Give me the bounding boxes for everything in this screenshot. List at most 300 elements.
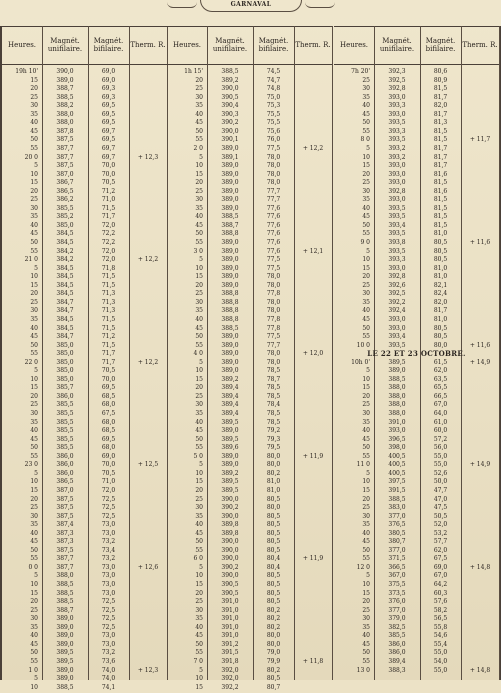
unifilaire-cell: 388,0 [388, 401, 406, 409]
unifilaire-cell: 384,5 [56, 239, 74, 246]
unifilaire-cell: 389,0 [56, 640, 74, 648]
heures-cell: 35 [30, 213, 38, 221]
bifilaire-cell: 74,0 [101, 666, 116, 674]
unifilaire-cell: 387,7 [56, 563, 74, 571]
bifilaire-cell: 70,0 [101, 162, 116, 170]
unifilaire-cell: 393,0 [388, 170, 406, 178]
heures-cell: 30 [362, 615, 370, 623]
unifilaire-cell: 386,0 [56, 392, 74, 400]
bifilaire-cell: 68,5 [101, 427, 116, 435]
unifilaire-cell: 390,0 [56, 68, 74, 75]
heures-cell: 55 [362, 127, 370, 135]
bifilaire-cell: 80,0 [266, 461, 281, 469]
therm-cell: + 11,8 [302, 657, 324, 665]
bifilaire-cell: 80,4 [266, 563, 281, 571]
heures-cell: 35 [195, 512, 203, 520]
unifilaire-cell: 389,5 [56, 649, 74, 657]
heures-cell: 25 [30, 196, 38, 204]
column-rule [499, 26, 500, 680]
unifilaire-cell: 388,7 [221, 221, 239, 229]
heures-cell: 15 [362, 384, 370, 392]
unifilaire-cell: 389,5 [221, 435, 239, 443]
heures-cell: 50 [362, 546, 370, 554]
heures-cell: 35 [362, 521, 370, 529]
unifilaire-cell: 389,0 [221, 196, 239, 204]
unifilaire-cell: 397,5 [388, 478, 406, 486]
column-header-bifilaire: Magnét. bifilaire. [258, 36, 289, 53]
bifilaire-cell: 68,0 [101, 418, 116, 426]
bifilaire-cell: 80,5 [433, 247, 448, 255]
bifilaire-cell: 72,0 [101, 221, 116, 229]
unifilaire-cell: 388,8 [221, 315, 239, 323]
heures-cell: 35 [362, 623, 370, 631]
unifilaire-cell: 393,0 [388, 162, 406, 170]
bifilaire-cell: 71,3 [101, 307, 116, 315]
unifilaire-cell: 377,0 [388, 512, 406, 520]
bifilaire-cell: 80,5 [266, 512, 281, 520]
heures-cell: 2 0 [193, 144, 203, 152]
bifilaire-cell: 78,5 [266, 392, 281, 400]
bifilaire-cell: 75,3 [266, 102, 281, 110]
bifilaire-cell: 77,6 [266, 247, 281, 255]
column-rule [332, 26, 333, 680]
heures-cell: 55 [30, 657, 38, 665]
unifilaire-cell: 389,0 [221, 427, 239, 435]
bifilaire-cell: 69,0 [101, 68, 116, 75]
bifilaire-cell: 73,0 [101, 632, 116, 640]
bifilaire-cell: 79,9 [266, 657, 281, 665]
bifilaire-cell: 82,0 [433, 102, 448, 110]
bifilaire-cell: 80,2 [266, 615, 281, 623]
heures-cell: 30 [30, 512, 38, 520]
heures-cell: 20 [362, 170, 370, 178]
unifilaire-cell: 388,8 [221, 290, 239, 298]
heures-cell: 45 [195, 427, 203, 435]
bifilaire-cell: 77,7 [266, 187, 281, 195]
bifilaire-cell: 69,5 [101, 384, 116, 392]
unifilaire-cell: 386,0 [56, 469, 74, 477]
unifilaire-cell: 388,5 [56, 581, 74, 588]
heures-cell: 30 [195, 606, 203, 614]
unifilaire-cell: 389,0 [221, 144, 239, 152]
therm-cell: + 14,9 [469, 461, 491, 469]
heures-cell: 15 [30, 179, 38, 187]
heures-cell: 55 [30, 452, 38, 460]
heures-cell: 35 [30, 110, 38, 118]
heures-cell: 5 0 [193, 452, 203, 460]
unifilaire-cell: 389,0 [221, 170, 239, 178]
bifilaire-cell: 80,6 [433, 68, 448, 75]
unifilaire-cell: 388,0 [388, 392, 406, 400]
bifilaire-cell: 73,0 [101, 572, 116, 580]
bifilaire-cell: 73,2 [101, 555, 116, 563]
bifilaire-cell: 69,3 [101, 93, 116, 101]
heures-cell: 55 [362, 230, 370, 238]
heures-cell: 6 0 [193, 555, 203, 563]
bifilaire-cell: 78,0 [266, 358, 281, 366]
unifilaire-cell: 388,5 [56, 683, 74, 691]
heures-cell: 11 0 [356, 461, 370, 469]
unifilaire-cell: 390,0 [221, 546, 239, 554]
bifilaire-cell: 81,5 [433, 136, 448, 144]
therm-cell: + 12,2 [137, 358, 159, 366]
unifilaire-cell: 387,5 [56, 136, 74, 144]
therm-cell: + 12,6 [137, 563, 159, 571]
bifilaire-cell: 50,5 [433, 512, 448, 520]
therm-cell: + 12,0 [302, 350, 324, 358]
unifilaire-cell: 393,4 [388, 221, 406, 229]
bifilaire-cell: 81,7 [433, 110, 448, 118]
heures-cell: 20 [30, 392, 38, 400]
bifilaire-cell: 73,2 [101, 538, 116, 546]
unifilaire-cell: 385,5 [388, 632, 406, 640]
bifilaire-cell: 80,5 [266, 529, 281, 537]
bifilaire-cell: 81,5 [433, 127, 448, 135]
unifilaire-cell: 389,2 [221, 469, 239, 477]
bifilaire-cell: 75,6 [266, 127, 281, 135]
heures-cell: 50 [30, 546, 38, 554]
heures-cell: 1h 15' [184, 68, 203, 75]
unifilaire-cell: 389,0 [56, 615, 74, 623]
bifilaire-cell: 81,0 [433, 264, 448, 272]
bifilaire-cell: 69,5 [101, 119, 116, 127]
unifilaire-cell: 389,4 [221, 384, 239, 392]
heures-cell: 15 [195, 683, 203, 691]
bifilaire-cell: 78,4 [266, 401, 281, 409]
heures-cell: 50 [195, 538, 203, 546]
bifilaire-cell: 71,5 [101, 315, 116, 323]
unifilaire-cell: 393,5 [388, 230, 406, 238]
heures-cell: 5 [366, 572, 370, 580]
unifilaire-cell: 385,0 [56, 221, 74, 229]
heures-cell: 25 [362, 606, 370, 614]
heures-cell: 15 [30, 384, 38, 392]
unifilaire-cell: 384,7 [56, 307, 74, 315]
heures-cell: 15 [195, 375, 203, 383]
column-header-bifilaire: Magnét. bifilaire. [425, 36, 456, 53]
heures-cell: 30 [362, 410, 370, 417]
unifilaire-cell: 392,8 [388, 85, 406, 93]
unifilaire-cell: 389,4 [221, 392, 239, 400]
unifilaire-cell: 388,0 [56, 572, 74, 580]
table-block-3 [334, 26, 499, 680]
unifilaire-cell: 387,5 [56, 546, 74, 554]
heures-cell: 10 [30, 581, 38, 588]
heures-cell: 20 [195, 589, 203, 597]
unifilaire-cell: 389,0 [56, 76, 74, 84]
heures-cell: 10 [362, 256, 370, 264]
heures-cell: 50 [30, 239, 38, 246]
unifilaire-cell: 388,5 [56, 598, 74, 606]
bifilaire-cell: 56,0 [433, 444, 448, 452]
unifilaire-cell: 387,0 [56, 170, 74, 178]
unifilaire-cell: 389,0 [56, 632, 74, 640]
unifilaire-cell: 390,1 [221, 136, 239, 144]
bifilaire-cell: 78,0 [266, 170, 281, 178]
heures-cell: 20 [362, 273, 370, 281]
therm-cell: + 14,8 [469, 563, 491, 571]
heures-cell: 5 [34, 675, 38, 683]
unifilaire-cell: 390,2 [221, 563, 239, 571]
unifilaire-cell: 391,0 [221, 598, 239, 606]
unifilaire-cell: 392,0 [221, 675, 239, 683]
bifilaire-cell: 69,0 [101, 76, 116, 84]
bifilaire-cell: 81,0 [433, 273, 448, 281]
heures-cell: 45 [195, 119, 203, 127]
unifilaire-cell: 385,5 [56, 204, 74, 212]
therm-cell: + 12,2 [137, 256, 159, 264]
unifilaire-cell: 393,8 [388, 239, 406, 246]
heures-cell: 40 [362, 632, 370, 640]
heures-cell: 20 [195, 384, 203, 392]
bifilaire-cell: 81,7 [433, 144, 448, 152]
heures-cell: 30 [362, 290, 370, 298]
unifilaire-cell: 392,2 [221, 683, 239, 691]
bifilaire-cell: 71,0 [101, 196, 116, 204]
bifilaire-cell: 71,7 [101, 358, 116, 366]
heures-cell: 45 [30, 538, 38, 546]
bifilaire-cell: 81,7 [433, 162, 448, 170]
bifilaire-cell: 70,5 [101, 469, 116, 477]
bifilaire-cell: 80,5 [266, 581, 281, 588]
unifilaire-cell: 389,0 [221, 358, 239, 366]
heures-cell: 35 [195, 410, 203, 417]
unifilaire-cell: 392,2 [388, 298, 406, 306]
unifilaire-cell: 388,5 [221, 68, 239, 75]
heures-cell: 40 [30, 632, 38, 640]
unifilaire-cell: 385,5 [56, 444, 74, 452]
unifilaire-cell: 388,7 [56, 85, 74, 93]
bifilaire-cell: 73,0 [101, 521, 116, 529]
bifilaire-cell: 71,5 [101, 324, 116, 332]
unifilaire-cell: 393,3 [388, 102, 406, 110]
heures-cell: 5 [34, 469, 38, 477]
unifilaire-cell: 384,7 [56, 298, 74, 306]
table-row [2, 682, 167, 693]
heures-cell: 10 [30, 375, 38, 383]
heures-cell: 5 [199, 461, 203, 469]
bifilaire-cell: 47,5 [433, 504, 448, 512]
unifilaire-cell: 393,0 [388, 427, 406, 435]
unifilaire-cell: 393,5 [388, 341, 406, 349]
bifilaire-cell: 81,6 [433, 170, 448, 178]
bifilaire-cell: 72,0 [101, 486, 116, 494]
unifilaire-cell: 388,5 [388, 375, 406, 383]
unifilaire-cell: 387,8 [56, 127, 74, 135]
bifilaire-cell: 81,5 [433, 204, 448, 212]
heures-cell: 40 [362, 427, 370, 435]
unifilaire-cell: 387,3 [56, 529, 74, 537]
bifilaire-cell: 80,4 [266, 555, 281, 563]
bifilaire-cell: 77,5 [266, 256, 281, 264]
unifilaire-cell: 389,4 [221, 410, 239, 417]
bifilaire-cell: 80,5 [433, 324, 448, 332]
bifilaire-cell: 78,5 [266, 367, 281, 375]
heures-cell: 55 [195, 444, 203, 452]
heures-cell: 5 [34, 367, 38, 375]
heures-cell: 30 [30, 307, 38, 315]
heures-cell: 25 [195, 598, 203, 606]
unifilaire-cell: 390,2 [221, 119, 239, 127]
heures-cell: 25 [195, 187, 203, 195]
heures-cell: 22 0 [24, 358, 38, 366]
column-header-heures: Heures. [172, 40, 202, 49]
bifilaire-cell: 80,0 [266, 452, 281, 460]
bifilaire-cell: 78,0 [266, 307, 281, 315]
unifilaire-cell: 389,0 [221, 333, 239, 341]
bifilaire-cell: 82,0 [433, 298, 448, 306]
bifilaire-cell: 80,5 [433, 333, 448, 341]
unifilaire-cell: 387,5 [56, 504, 74, 512]
bifilaire-cell: 71,2 [101, 187, 116, 195]
bifilaire-cell: 71,5 [101, 204, 116, 212]
heures-cell: 30 [195, 298, 203, 306]
heures-cell: 15 [195, 170, 203, 178]
bifilaire-cell: 81,5 [433, 196, 448, 204]
unifilaire-cell: 384,2 [56, 247, 74, 255]
unifilaire-cell: 390,4 [221, 102, 239, 110]
bifilaire-cell: 80,5 [266, 546, 281, 554]
therm-cell: + 14,8 [469, 666, 491, 674]
bifilaire-cell: 80,2 [266, 606, 281, 614]
heures-cell: 50 [362, 119, 370, 127]
heures-cell: 25 [30, 504, 38, 512]
bifilaire-cell: 80,5 [266, 675, 281, 683]
unifilaire-cell: 391,0 [221, 615, 239, 623]
unifilaire-cell: 386,7 [56, 179, 74, 187]
unifilaire-cell: 390,2 [221, 504, 239, 512]
heures-cell: 5 [366, 247, 370, 255]
unifilaire-cell: 389,4 [221, 401, 239, 409]
unifilaire-cell: 389,0 [221, 367, 239, 375]
unifilaire-cell: 373,5 [388, 589, 406, 597]
bifilaire-cell: 55,8 [433, 623, 448, 631]
heures-cell: 40 [362, 307, 370, 315]
bifilaire-cell: 71,3 [101, 290, 116, 298]
unifilaire-cell: 393,0 [388, 324, 406, 332]
bifilaire-cell: 69,7 [101, 153, 116, 161]
unifilaire-cell: 387,7 [56, 153, 74, 161]
heures-cell: 40 [195, 418, 203, 426]
heures-cell: 55 [362, 452, 370, 460]
heures-cell: 55 [195, 649, 203, 657]
unifilaire-cell: 384,5 [56, 273, 74, 281]
heures-cell: 55 [195, 239, 203, 246]
heures-cell: 15 [195, 273, 203, 281]
heures-cell: 35 [30, 315, 38, 323]
heures-cell: 23 0 [24, 461, 38, 469]
heures-cell: 40 [30, 119, 38, 127]
bifilaire-cell: 72,2 [101, 230, 116, 238]
unifilaire-cell: 384,5 [56, 230, 74, 238]
unifilaire-cell: 384,7 [56, 333, 74, 341]
bifilaire-cell: 70,0 [101, 375, 116, 383]
bifilaire-cell: 75,5 [266, 110, 281, 118]
therm-cell: + 12,3 [137, 153, 159, 161]
bifilaire-cell: 67,0 [433, 572, 448, 580]
bifilaire-cell: 69,5 [101, 435, 116, 443]
bifilaire-cell: 73,6 [101, 657, 116, 665]
bifilaire-cell: 78,5 [266, 410, 281, 417]
unifilaire-cell: 388,0 [388, 384, 406, 392]
bifilaire-cell: 72,0 [101, 247, 116, 255]
unifilaire-cell: 392,8 [388, 187, 406, 195]
bifilaire-cell: 78,0 [266, 350, 281, 358]
heures-cell: 25 [30, 93, 38, 101]
heures-cell: 10 [195, 162, 203, 170]
bifilaire-cell: 78,0 [266, 153, 281, 161]
bifilaire-cell: 72,5 [101, 495, 116, 503]
heures-cell: 50 [362, 221, 370, 229]
unifilaire-cell: 385,5 [56, 435, 74, 443]
heures-cell: 10 [30, 683, 38, 691]
heures-cell: 30 [362, 512, 370, 520]
heures-cell: 35 [195, 204, 203, 212]
heures-cell: 35 [30, 521, 38, 529]
heures-cell: 45 [30, 435, 38, 443]
bifilaire-cell: 73,0 [101, 563, 116, 571]
heures-cell: 7h 20' [351, 68, 370, 75]
heures-cell: 10 [30, 478, 38, 486]
bifilaire-cell: 80,5 [433, 239, 448, 246]
heures-cell: 55 [362, 657, 370, 665]
bifilaire-cell: 72,2 [101, 239, 116, 246]
bifilaire-cell: 73,0 [101, 581, 116, 588]
unifilaire-cell: 389,0 [221, 162, 239, 170]
unifilaire-cell: 400,5 [388, 469, 406, 477]
unifilaire-cell: 398,0 [388, 444, 406, 452]
heures-cell: 50 [362, 324, 370, 332]
heures-cell: 20 [195, 179, 203, 187]
unifilaire-cell: 387,5 [56, 512, 74, 520]
unifilaire-cell: 387,0 [56, 486, 74, 494]
bifilaire-cell: 70,0 [101, 170, 116, 178]
bifilaire-cell: 77,5 [266, 333, 281, 341]
bifilaire-cell: 77,6 [266, 204, 281, 212]
unifilaire-cell: 393,5 [388, 204, 406, 212]
heures-cell: 35 [195, 102, 203, 110]
heures-cell: 20 [362, 392, 370, 400]
heures-cell: 45 [195, 529, 203, 537]
heures-cell: 15 [30, 589, 38, 597]
bifilaire-cell: 77,8 [266, 324, 281, 332]
bifilaire-cell: 63,5 [433, 375, 448, 383]
column-header-unifilaire: Magnét. unifilaire. [379, 36, 415, 53]
unifilaire-cell: 380,5 [388, 529, 406, 537]
heures-cell: 5 [199, 563, 203, 571]
unifilaire-cell: 387,7 [56, 144, 74, 152]
heures-cell: 45 [30, 640, 38, 648]
bifilaire-cell: 55,4 [433, 640, 448, 648]
bifilaire-cell: 67,5 [101, 410, 116, 417]
heures-cell: 40 [30, 324, 38, 332]
heures-cell: 10 [30, 170, 38, 178]
heures-cell: 10 [195, 572, 203, 580]
heures-cell: 35 [362, 298, 370, 306]
unifilaire-cell: 392,5 [388, 76, 406, 84]
bifilaire-cell: 80,5 [266, 521, 281, 529]
unifilaire-cell: 385,0 [56, 367, 74, 375]
unifilaire-cell: 388,5 [221, 213, 239, 221]
therm-cell: + 11,6 [469, 239, 491, 246]
heures-cell: 15 [30, 281, 38, 289]
heures-cell: 9 0 [360, 239, 370, 246]
unifilaire-cell: 393,3 [388, 127, 406, 135]
heures-cell: 5 [199, 358, 203, 366]
bifilaire-cell: 69,0 [433, 563, 448, 571]
unifilaire-cell: 390,0 [221, 85, 239, 93]
heures-cell: 45 [362, 538, 370, 546]
